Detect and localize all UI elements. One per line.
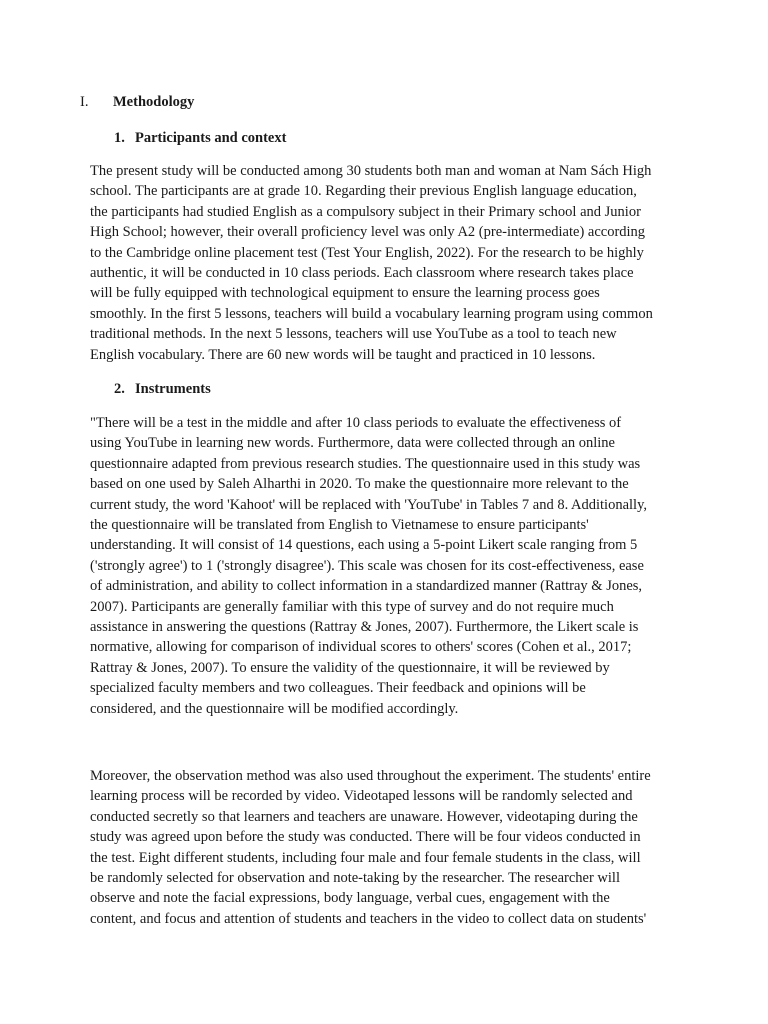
paragraph-line: specialized faculty members and two colleagues. Their feedback and opinions will be	[90, 680, 586, 697]
paragraph-line: questionnaire adapted from previous research studies. The questionnaire used in this study was	[90, 455, 641, 472]
section-heading	[80, 93, 194, 111]
subsection-title: Participants and context	[135, 130, 287, 146]
paragraph-line: will be fully equipped with technological equipment to ensure the learning process goes	[90, 285, 600, 302]
paragraph-line: traditional methods. In the next 5 lessons, teachers will use YouTube as a tool to teach new	[90, 326, 617, 343]
paragraph-line: 2007). Participants are generally familiar with this type of survey and do not require much	[90, 598, 614, 615]
paragraph-participants	[90, 161, 690, 365]
paragraph-line: Rattray & Jones, 2007). To ensure the validity of the questionnaire, it will be reviewed by	[90, 659, 610, 676]
paragraph-line: based on one used by Saleh Alharthi in 2020. To make the questionnaire more relevant to the	[90, 476, 629, 493]
paragraph-line: current study, the word 'Kahoot' will be replaced with 'YouTube' in Tables 7 and 8. Additionally,	[90, 496, 648, 513]
paragraph-line: to the Cambridge online placement test (Test Your English, 2022). For the research to be highly	[90, 244, 644, 261]
paragraph-line: "There will be a test in the middle and after 10 class periods to evaluate the effectiveness of	[90, 415, 622, 431]
paragraph-line: content, and focus and attention of students and teachers in the video to collect data on students'	[90, 910, 647, 927]
paragraph-line: study was agreed upon before the study was conducted. There will be four videos conducted in	[90, 829, 641, 846]
paragraph-line: High School; however, their overall proficiency level was only A2 (pre-intermediate) according	[90, 224, 646, 241]
subsection-number: 2.	[114, 381, 125, 397]
paragraph-line: smoothly. In the first 5 lessons, teachers will build a vocabulary learning program using common	[90, 305, 653, 322]
paragraph-line: The present study will be conducted among 30 students both man and woman at Nam Sách High	[90, 163, 652, 179]
subsection-title: Instruments	[135, 381, 211, 397]
paragraph-line: ('strongly agree') to 1 ('strongly disagree'). This scale was chosen for its cost-effectiveness, ease	[90, 557, 644, 574]
subsection-heading-participants	[114, 129, 286, 147]
paragraph-observation	[90, 766, 690, 929]
paragraph-line: school. The participants are at grade 10. Regarding their previous English language education,	[90, 183, 637, 200]
paragraph-line: assistance in answering the questions (Rattray & Jones, 2007). Furthermore, the Likert scale is	[90, 619, 639, 636]
paragraph-line: learning process will be recorded by video. Videotaped lessons will be randomly selected and	[90, 788, 633, 805]
paragraph-line: the questionnaire will be translated from English to Vietnamese to ensure participants'	[90, 517, 589, 534]
paragraph-line: be randomly selected for observation and note-taking by the researcher. The researcher will	[90, 870, 620, 887]
paragraph-instruments	[90, 413, 690, 719]
paragraph-line: the participants had studied English as a compulsory subject in their Primary school and Junior	[90, 203, 641, 220]
paragraph-line: understanding. It will consist of 14 questions, each using a 5-point Likert scale ranging from 5	[90, 537, 638, 554]
section-number: I.	[80, 94, 89, 110]
section-title: Methodology	[113, 94, 195, 110]
paragraph-line: English vocabulary. There are 60 new words will be taught and practiced in 10 lessons.	[90, 346, 596, 363]
paragraph-line: the test. Eight different students, including four male and four female students in the class, will	[90, 849, 641, 866]
paragraph-line: considered, and the questionnaire will be modified accordingly.	[90, 700, 459, 717]
paragraph-line: conducted secretly so that learners and teachers are unaware. However, videotaping during the	[90, 808, 638, 825]
paragraph-line: using YouTube in learning new words. Furthermore, data were collected through an online	[90, 435, 615, 452]
subsection-heading-instruments	[114, 380, 211, 398]
paragraph-line: authentic, it will be conducted in 10 class periods. Each classroom where research takes place	[90, 265, 634, 282]
subsection-number: 1.	[114, 130, 125, 146]
paragraph-line: observe and note the facial expressions, body language, verbal cues, engagement with the	[90, 890, 610, 907]
paragraph-line: Moreover, the observation method was also used throughout the experiment. The students' entire	[90, 768, 651, 784]
paragraph-line: of administration, and ability to collect information in a standardized manner (Rattray & Jones,	[90, 578, 643, 595]
paragraph-line: normative, allowing for comparison of individual scores to others' scores (Cohen et al., 2017;	[90, 639, 632, 656]
